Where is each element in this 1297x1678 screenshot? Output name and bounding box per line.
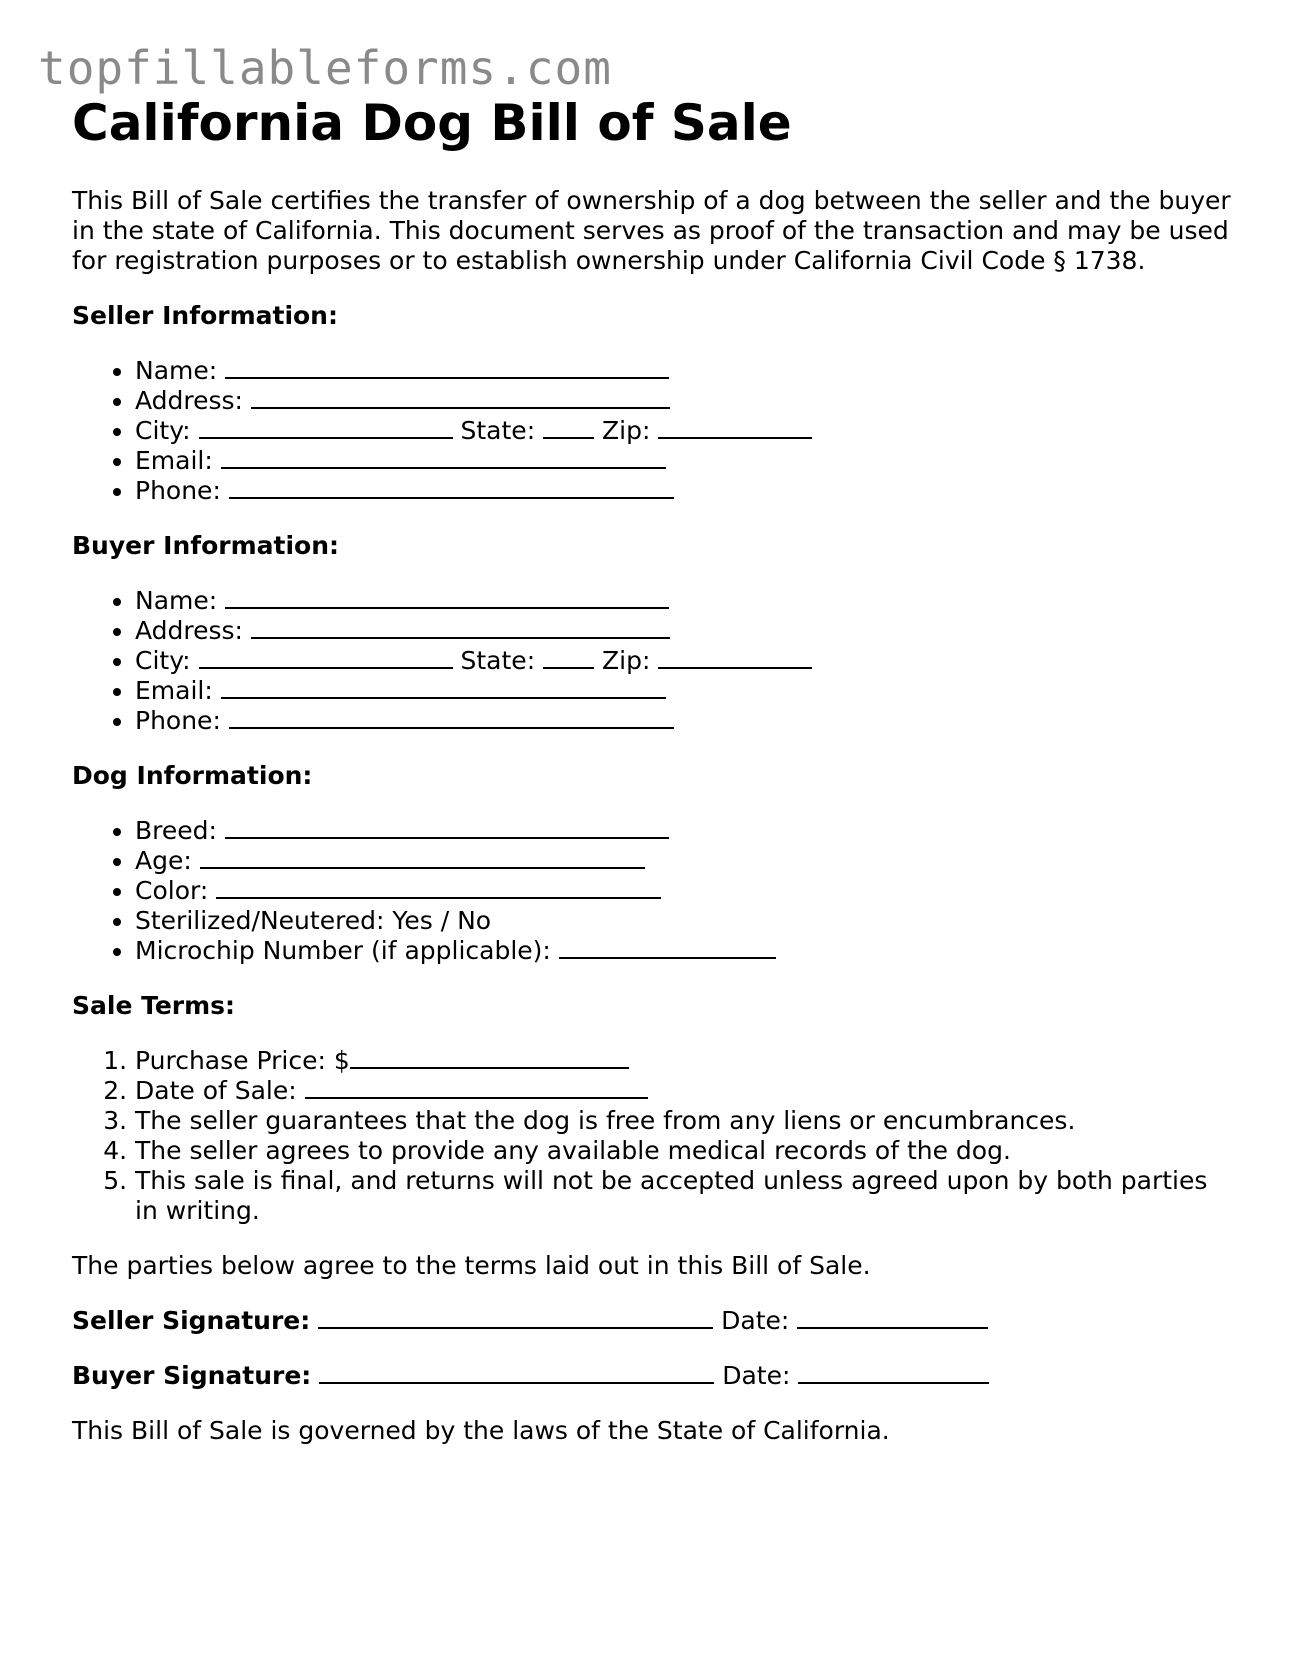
- seller-zip-label: Zip:: [602, 416, 651, 445]
- seller-city-field[interactable]: [199, 417, 453, 439]
- buyer-email-item: [135, 676, 1232, 706]
- buyer-date-label: Date:: [722, 1361, 791, 1390]
- buyer-address-field[interactable]: [251, 617, 670, 639]
- buyer-email-label: Email:: [135, 676, 213, 705]
- buyer-date-field[interactable]: [798, 1362, 989, 1384]
- dog-breed-field[interactable]: [225, 817, 669, 839]
- terms-price-field[interactable]: [350, 1047, 629, 1069]
- seller-address-label: Address:: [135, 386, 243, 415]
- buyer-name-field[interactable]: [225, 587, 669, 609]
- dog-microchip-label: Microchip Number (if applicable):: [135, 936, 551, 965]
- buyer-email-field[interactable]: [221, 677, 666, 699]
- dog-breed-item: [135, 816, 1232, 846]
- terms-date-item: [135, 1076, 1232, 1106]
- terms-section-heading: Sale Terms:: [72, 991, 236, 1020]
- terms-price-item: [135, 1046, 1232, 1076]
- seller-info-list: [72, 356, 1232, 506]
- seller-email-label: Email:: [135, 446, 213, 475]
- dog-color-label: Color:: [135, 876, 209, 905]
- dog-age-item: [135, 846, 1232, 876]
- buyer-address-label: Address:: [135, 616, 243, 645]
- seller-address-item: [135, 386, 1232, 416]
- buyer-state-field[interactable]: [543, 647, 594, 669]
- buyer-city-label: City:: [135, 646, 191, 675]
- dog-color-item: [135, 876, 1232, 906]
- terms-item: 5. This sale is final, and returns will not be accepted unless agreed upon by both parties in writing.: [135, 1166, 1232, 1226]
- buyer-signature-row: [72, 1361, 1232, 1391]
- seller-email-field[interactable]: [221, 447, 666, 469]
- seller-signature-field[interactable]: [318, 1307, 713, 1329]
- seller-phone-label: Phone:: [135, 476, 221, 505]
- buyer-name-item: [135, 586, 1232, 616]
- dog-age-label: Age:: [135, 846, 192, 875]
- page-title: California Dog Bill of Sale: [72, 94, 792, 152]
- seller-state-label: State:: [460, 416, 536, 445]
- terms-item: 3. The seller guarantees that the dog is free from any liens or encumbrances.: [135, 1106, 1232, 1136]
- buyer-zip-field[interactable]: [658, 647, 812, 669]
- dog-section-heading: Dog Information:: [72, 761, 313, 790]
- terms-price-label: Purchase Price: $: [135, 1046, 350, 1075]
- dog-age-field[interactable]: [200, 847, 645, 869]
- seller-section-heading: Seller Information:: [72, 301, 338, 330]
- seller-address-field[interactable]: [251, 387, 670, 409]
- terms-list: [72, 1046, 1232, 1226]
- buyer-phone-field[interactable]: [229, 707, 674, 729]
- seller-name-label: Name:: [135, 356, 218, 385]
- seller-signature-row: [72, 1306, 1232, 1336]
- buyer-name-label: Name:: [135, 586, 218, 615]
- dog-info-list: [72, 816, 1232, 966]
- buyer-city-item: [135, 646, 1232, 676]
- buyer-info-list: [72, 586, 1232, 736]
- buyer-signature-field[interactable]: [319, 1362, 714, 1384]
- buyer-city-field[interactable]: [199, 647, 453, 669]
- buyer-zip-label: Zip:: [602, 646, 651, 675]
- terms-item: 4. The seller agrees to provide any available medical records of the dog.: [135, 1136, 1232, 1166]
- buyer-phone-label: Phone:: [135, 706, 221, 735]
- buyer-section-heading: Buyer Information:: [72, 531, 340, 560]
- dog-microchip-field[interactable]: [559, 937, 776, 959]
- seller-phone-item: [135, 476, 1232, 506]
- seller-email-item: [135, 446, 1232, 476]
- seller-city-label: City:: [135, 416, 191, 445]
- dog-sterilized-text[interactable]: Sterilized/Neutered: Yes / No: [135, 906, 492, 935]
- dog-microchip-item: [135, 936, 1232, 966]
- terms-date-label: Date of Sale:: [135, 1076, 297, 1105]
- seller-zip-field[interactable]: [658, 417, 812, 439]
- buyer-phone-item: [135, 706, 1232, 736]
- seller-name-field[interactable]: [225, 357, 669, 379]
- seller-state-field[interactable]: [543, 417, 594, 439]
- buyer-state-label: State:: [460, 646, 536, 675]
- seller-name-item: [135, 356, 1232, 386]
- buyer-signature-label: Buyer Signature:: [72, 1361, 312, 1390]
- seller-phone-field[interactable]: [229, 477, 674, 499]
- intro-paragraph: This Bill of Sale certifies the transfer of ownership of a dog between the seller and the buyer in the state of California. This document serves as proof of the transaction and may be used for registration purposes or to establish ownership under California Civil Code § 1738.: [72, 186, 1231, 275]
- watermark: topfillableforms.com: [38, 41, 612, 95]
- governing-law-text: This Bill of Sale is governed by the laws of the State of California.: [72, 1416, 890, 1445]
- dog-sterilized-item: [135, 906, 1232, 936]
- document-body: [72, 90, 1232, 1446]
- agreement-text: The parties below agree to the terms laid out in this Bill of Sale.: [72, 1251, 871, 1280]
- terms-date-field[interactable]: [305, 1077, 648, 1099]
- seller-date-field[interactable]: [797, 1307, 988, 1329]
- dog-color-field[interactable]: [216, 877, 661, 899]
- seller-date-label: Date:: [721, 1306, 790, 1335]
- dog-breed-label: Breed:: [135, 816, 217, 845]
- seller-signature-label: Seller Signature:: [72, 1306, 311, 1335]
- seller-city-item: [135, 416, 1232, 446]
- buyer-address-item: [135, 616, 1232, 646]
